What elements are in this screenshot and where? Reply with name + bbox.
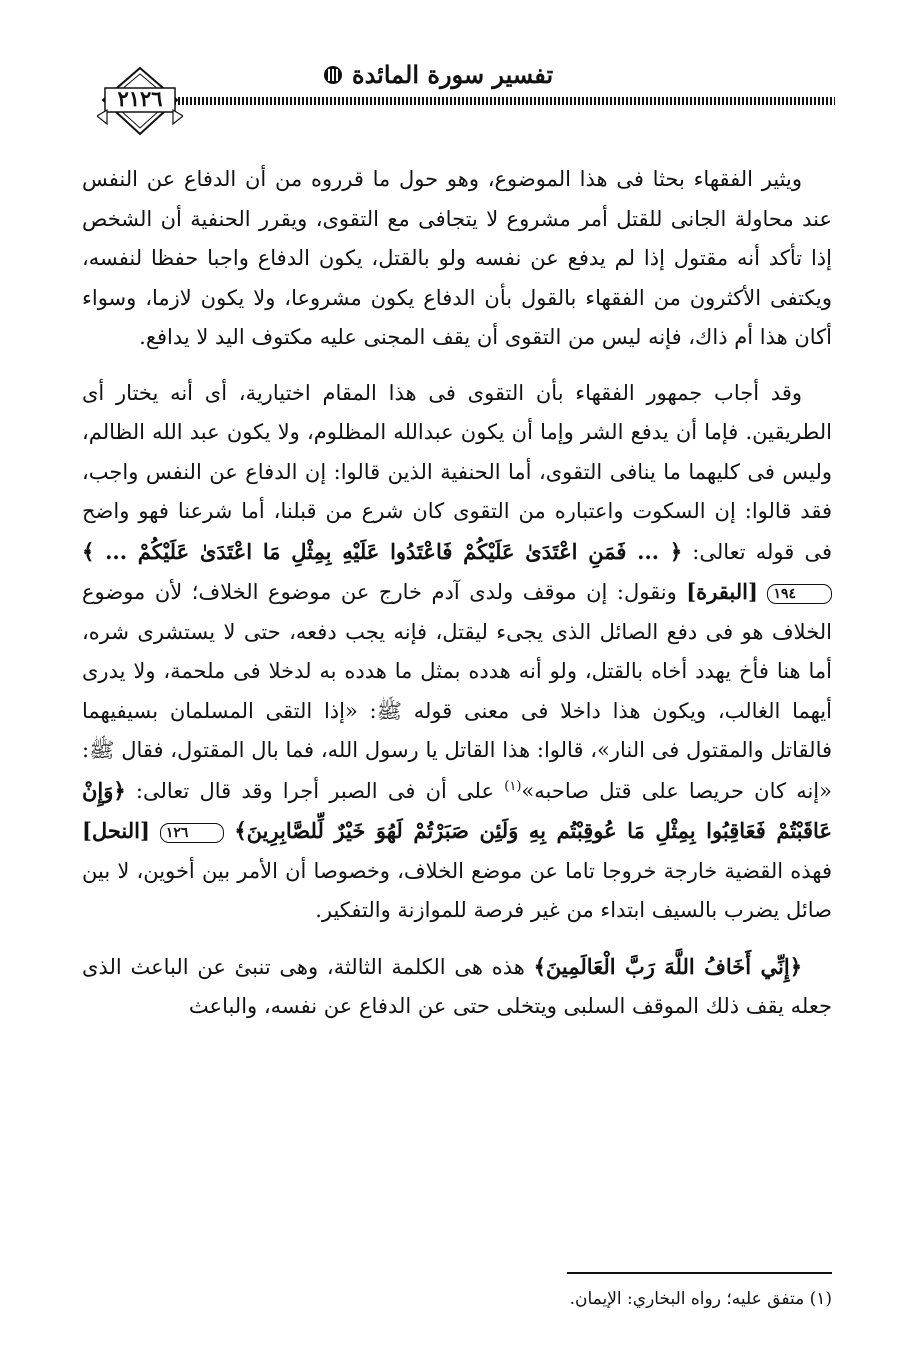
paragraph-2-text-d: فهذه القضية خارجة خروجا تاما عن موضع الخلاف، وخصوصا أن الأمر بين أخوين، لا بين صائل يضرب بالسيف ابتداء من غير فرصة للموازنة والتفكير. bbox=[82, 858, 832, 922]
quran-verse-3: ﴿إِنِّي أَخَافُ اللَّهَ رَبَّ الْعَالَمِينَ﴾ bbox=[533, 953, 803, 979]
paragraph-2 bbox=[82, 374, 832, 931]
paragraph-2-text-c: على أن فى الصبر أجرا وقد قال تعالى: bbox=[135, 778, 495, 803]
page-number-badge bbox=[97, 66, 183, 138]
quran-verse-1: ﴿ ... فَمَنِ اعْتَدَىٰ عَلَيْكُمْ فَاعْتَدُوا عَلَيْهِ بِمِثْلِ مَا اعْتَدَىٰ عَلَيْكُمْ ... ﴾ bbox=[82, 538, 683, 564]
paragraph-2-text-a: وقد أجاب جمهور الفقهاء بأن التقوى فى هذا المقام اختيارية، أى أنه يختار أى الطريقين. فإما أن يدفع الشر وإما أن يكون عبدالله المظلوم، ولا يكون عبد الله الظالم، وليس فى كليهما ما ينافى التقوى، أما الحنفية الذين قالوا: إن الدفاع عن النفس واجب، فقد قالوا: إن السكوت واعتباره من التقوى كان شرع من قبلنا، أما شرعنا فهو واضح فى قوله تعالى: bbox=[82, 380, 832, 564]
paragraph-3-text: هذه هى الكلمة الثالثة، وهى تنبئ عن الباعث الذى جعله يقف ذلك الموقف السلبى ويتخلى حتى عن الدفاع عن نفسه، والباعث bbox=[82, 954, 832, 1018]
footnote-reference: (١) bbox=[504, 778, 522, 794]
page-header bbox=[0, 0, 920, 140]
page-number: ٢١٢٦ bbox=[117, 86, 163, 111]
chapter-title: تفسير سورة المائدة bbox=[352, 60, 554, 89]
paragraph-2-text-b: ونقول: إن موقف ولدى آدم خارج عن موضوع الخلاف؛ لأن موضوع الخلاف هو فى دفع الصائل الذى يجىء ليقتل، فإنه يجب دفعه، حتى لا يستشرى شره، أما هنا فأخ يهدد أخاه بالقتل، ولو أنه هدده بمثل ما هدده به لدخلا فى ملحمة، ولا يدرى أيهما الغالب، ويكون هذا داخلا فى معنى قوله ﷺ: «إذا التقى المسلمان بسيفيهما فالقاتل والمقتول فى النار»، قالوا: هذا القاتل يا رسول الله، فما بال المقتول، فقال ﷺ: «إنه كان حريصا على قتل صاحبه» bbox=[82, 580, 832, 803]
body-text bbox=[82, 160, 832, 1043]
footnote-divider bbox=[567, 1272, 832, 1274]
paragraph-3 bbox=[82, 947, 832, 1027]
paragraph-1: ويثير الفقهاء بحثا فى هذا الموضوع، وهو حول ما قرروه من أن الدفاع عن النفس عند محاولة الجانى للقتل أمر مشروع لا يتجافى مع التقوى، ويقرر الحنفية أن الشخص إذا تأكد أنه مقتول إذا لم يدفع عن نفسه ولو بالقتل، يكون الدفاع واجبا حفظا لنفسه، ويكتفى الأكثرون من الفقهاء بالقول بأن الدفاع يكون مشروعا، ولا يكون لازما، وسواء أكان هذا أم ذاك، فإنه ليس من التقوى أن يقف المجنى عليه مكتوف اليد لا يدافع. bbox=[82, 167, 832, 349]
verse-number-2: ١٢٦ bbox=[160, 823, 225, 843]
ornament-icon bbox=[322, 64, 344, 86]
header-rule bbox=[170, 97, 835, 105]
verse-number-1: ١٩٤ bbox=[767, 584, 832, 604]
sura-name-1: [البقرة] bbox=[686, 579, 758, 604]
footnote: (١) متفق عليه؛ رواه البخاري: الإيمان. bbox=[569, 1289, 832, 1309]
quran-verse-2: ﴿وَإِنْ عَاقَبْتُمْ فَعَاقِبُوا بِمِثْلِ مَا عُوقِبْتُم بِهِ وَلَئِن صَبَرْتُمْ لَهُوَ خَيْرٌ لِّلصَّابِرِينَ﴾ bbox=[82, 777, 832, 843]
sura-name-2: [النحل] bbox=[82, 818, 150, 843]
